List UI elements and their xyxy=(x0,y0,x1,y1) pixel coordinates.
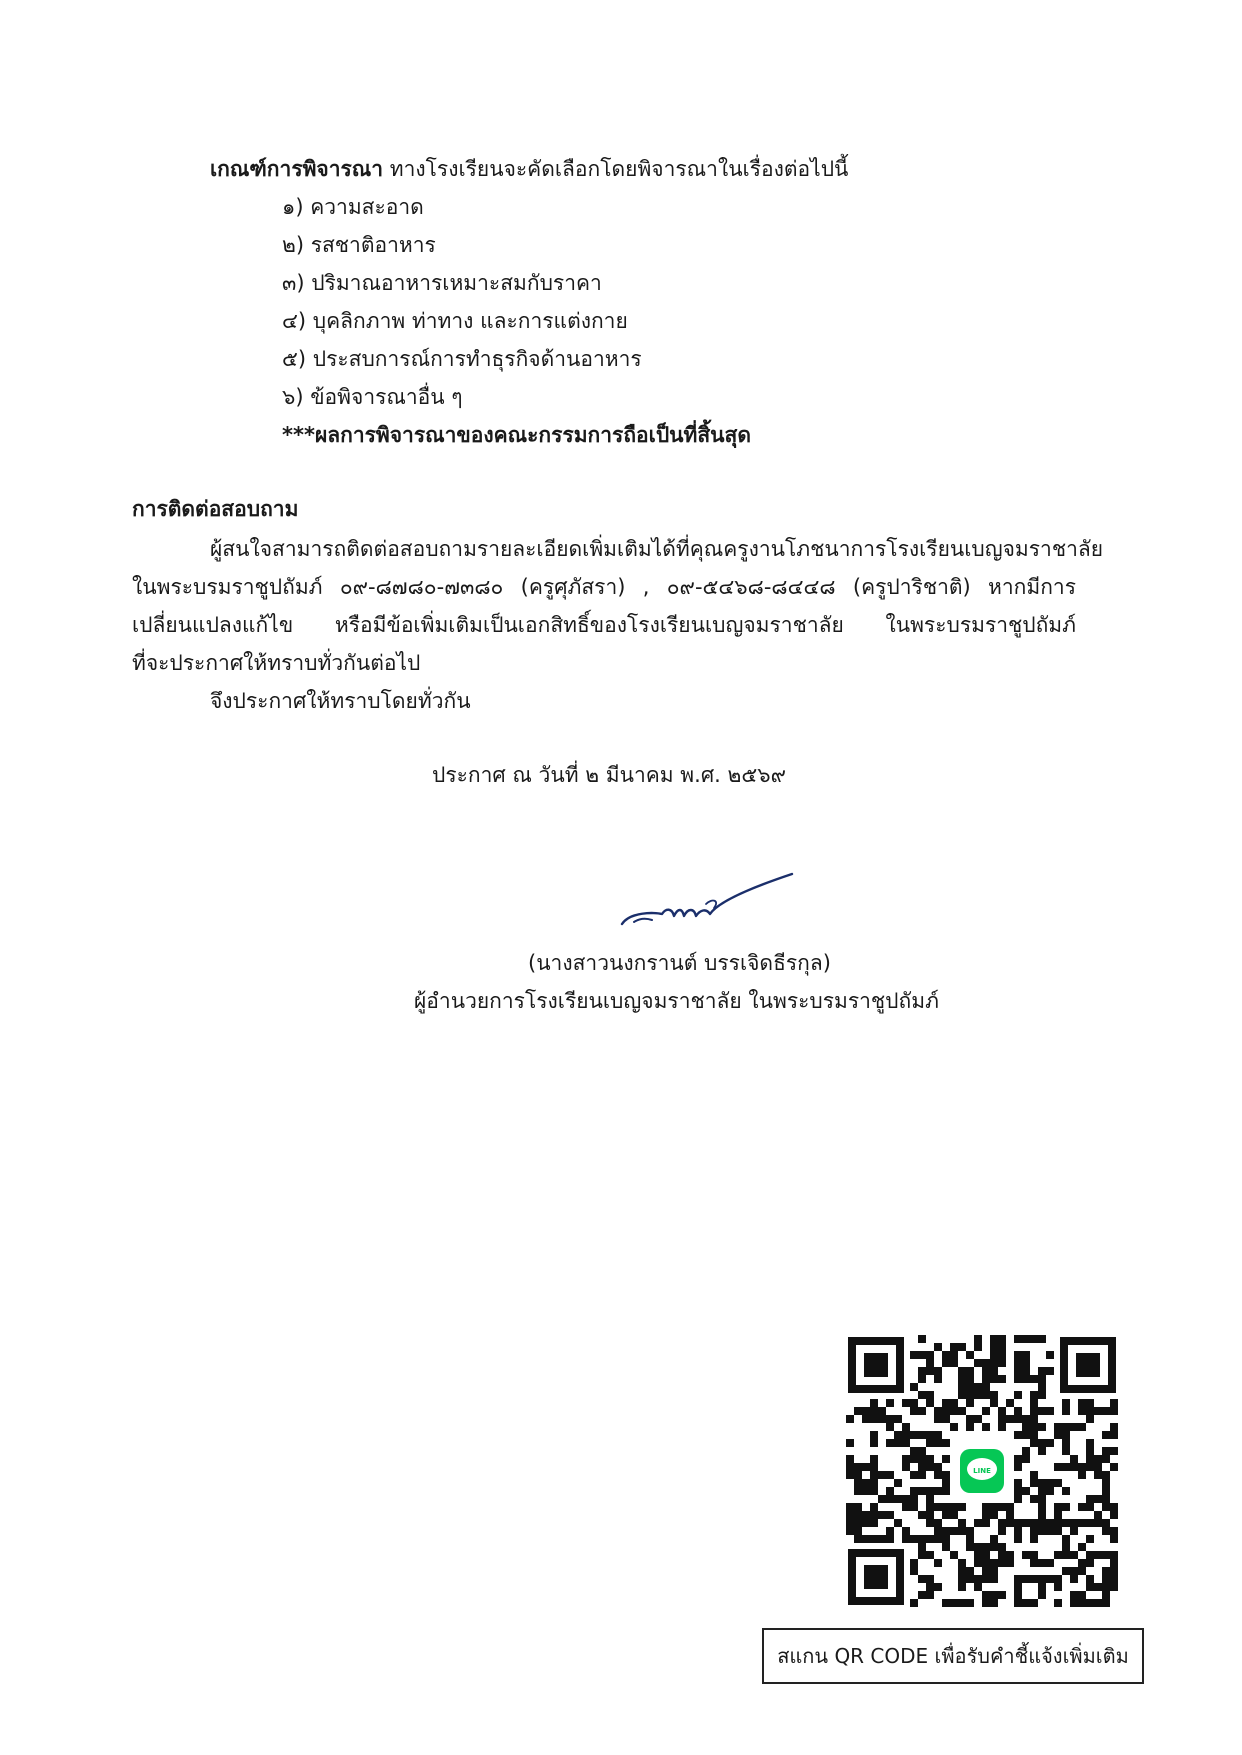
criteria-item-3: ๓) ปริมาณอาหารเหมาะสมกับราคา xyxy=(282,271,602,295)
qr-finder-bottom-left xyxy=(848,1549,904,1605)
criteria-item-4: ๔) บุคลิกภาพ ท่าทาง และการแต่งกาย xyxy=(282,309,628,333)
qr-finder-top-right xyxy=(1060,1337,1116,1393)
line-logo-text: LINE xyxy=(973,1467,991,1475)
criteria-line xyxy=(210,154,848,184)
signer-name: (นางสาวนงกรานต์ บรรเจิดธีรกุล) xyxy=(528,951,831,975)
signer-position: ผู้อำนวยการโรงเรียนเบญจมราชาลัย ในพระบรมราชูปถัมภ์ xyxy=(414,989,939,1013)
announcement-date: ประกาศ ณ วันที่ ๒ มีนาคม พ.ศ. ๒๕๖๙ xyxy=(432,763,786,787)
criteria-note: ***ผลการพิจารณาของคณะกรรมการถือเป็นที่สิ้นสุด xyxy=(282,423,751,447)
qr-caption: สแกน QR CODE เพื่อรับคำชี้แจ้งเพิ่มเติม xyxy=(762,1628,1144,1684)
qr-code-icon[interactable] xyxy=(846,1335,1118,1607)
contact-line-4: ที่จะประกาศให้ทราบทั่วกันต่อไป xyxy=(132,651,421,675)
contact-line-1: ผู้สนใจสามารถติดต่อสอบถามรายละเอียดเพิ่มเติมได้ที่คุณครูงานโภชนาการโรงเรียนเบญจมราชาลัย xyxy=(210,537,1104,561)
contact-closing: จึงประกาศให้ทราบโดยทั่วกัน xyxy=(210,689,471,713)
criteria-intro: ทางโรงเรียนจะคัดเลือกโดยพิจารณาในเรื่องต่อไปนี้ xyxy=(383,157,849,181)
contact-heading: การติดต่อสอบถาม xyxy=(132,497,299,521)
criteria-item-6: ๖) ข้อพิจารณาอื่น ๆ xyxy=(282,385,463,409)
criteria-item-2: ๒) รสชาติอาหาร xyxy=(282,233,436,257)
criteria-heading: เกณฑ์การพิจารณา xyxy=(210,157,384,181)
criteria-item-1: ๑) ความสะอาด xyxy=(282,195,424,219)
contact-line-2: ในพระบรมราชูปถัมภ์ ๐๙-๘๗๘๐-๗๓๘๐ (ครูศุภัสรา) , ๐๙-๕๔๖๘-๘๔๔๘ (ครูปาริชาติ) หากมีการ xyxy=(132,575,1076,599)
qr-finder-top-left xyxy=(848,1337,904,1393)
contact-line-3: เปลี่ยนแปลงแก้ไข หรือมีข้อเพิ่มเติมเป็นเอกสิทธิ์ของโรงเรียนเบญจมราชาลัย ในพระบรมราชูปถัมภ์ xyxy=(132,613,1076,637)
signature-image xyxy=(610,868,800,932)
criteria-item-5: ๕) ประสบการณ์การทำธุรกิจด้านอาหาร xyxy=(282,347,642,371)
